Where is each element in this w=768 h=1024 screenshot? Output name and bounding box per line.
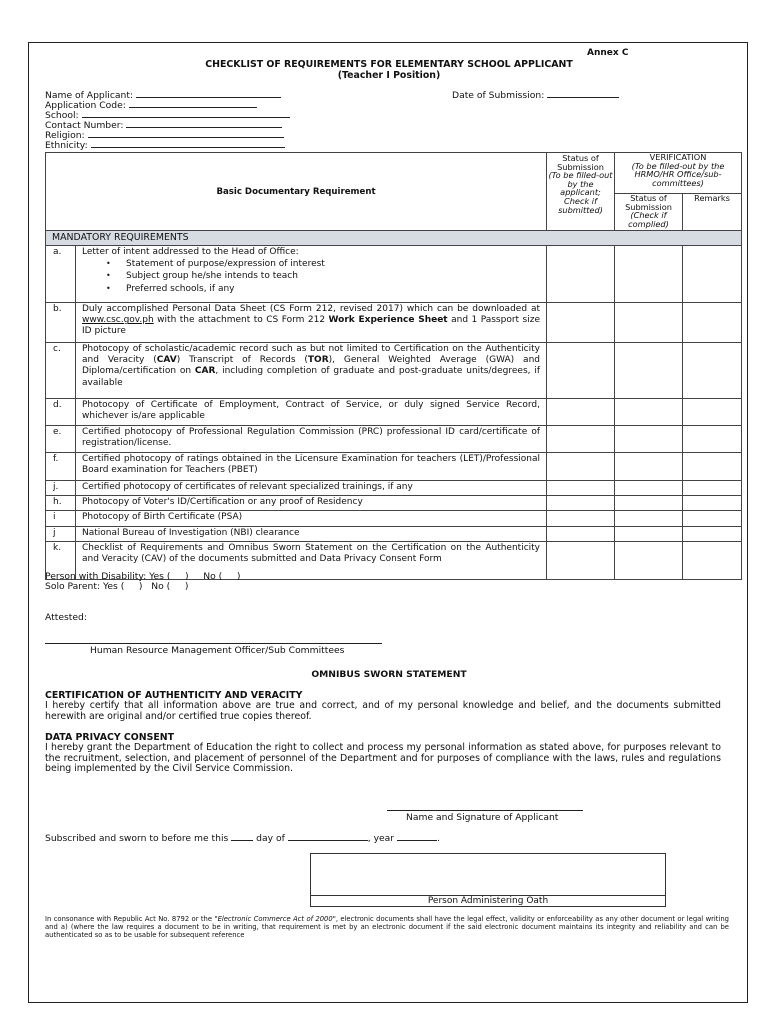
bullet-list [106, 258, 540, 295]
remarks-cell[interactable] [683, 541, 742, 579]
privacy-heading: DATA PRIVACY CONSENT [45, 732, 174, 743]
status-verify-cell[interactable] [615, 541, 683, 579]
status-verify-cell[interactable] [615, 481, 683, 496]
col-basic-header: Basic Documentary Requirement [46, 153, 547, 231]
religion-label: Religion: [45, 130, 85, 141]
status-verify-cell[interactable] [615, 303, 683, 343]
row-letter: d. [46, 399, 76, 426]
contact-blank[interactable] [126, 120, 282, 128]
footer-note [45, 915, 729, 939]
status-applicant-cell[interactable] [547, 526, 615, 541]
status-applicant-cell[interactable] [547, 426, 615, 453]
row-letter: k. [46, 541, 76, 579]
row-letter: j [46, 526, 76, 541]
sworn-text: , year [367, 833, 398, 844]
applicant-signature-line[interactable] [387, 810, 583, 811]
solo-parent-question[interactable]: Solo Parent: Yes ( ) No ( ) [45, 581, 189, 592]
row-description: Photocopy of Certificate of Employment, Contract of Service, or duly signed Service Record, whichever is/are applicable [76, 399, 547, 426]
table-header-row [46, 153, 742, 194]
status-verify-note: (Check if complied) [628, 210, 669, 229]
signature-label: Name and Signature of Applicant [406, 812, 559, 823]
oath-box[interactable] [310, 853, 666, 907]
sworn-text: day of [253, 833, 288, 844]
mandatory-requirements-heading: MANDATORY REQUIREMENTS [46, 231, 742, 246]
hrmo-signature-line[interactable] [45, 643, 382, 644]
footer-text: ", electronic documents shall have the legal effect, validity or enforceability as any other document or legal writing and a) (where the law requires a document to be in writing, that requirement is met by an electronic document if the said electronic document maintains its integrity and reliability and can be authenticated so as to be usable for subsequent reference [45, 915, 729, 939]
status-applicant-cell[interactable] [547, 453, 615, 481]
status-verify-cell[interactable] [615, 453, 683, 481]
row-description: Photocopy of Voter's ID/Certification or any proof of Residency [76, 496, 547, 511]
date-blank[interactable] [547, 90, 619, 98]
table-row [46, 526, 742, 541]
form-page [28, 42, 748, 1003]
sworn-statement: Subscribed and sworn to before me this day of , year . [45, 833, 440, 844]
date-field[interactable] [452, 90, 619, 101]
table-row [46, 481, 742, 496]
row-text: and 1 Passport size ID picture [82, 315, 540, 337]
status-applicant-cell[interactable] [547, 481, 615, 496]
remarks-cell[interactable] [683, 526, 742, 541]
contact-label: Contact Number: [45, 120, 124, 131]
date-label: Date of Submission: [452, 90, 545, 101]
table-row [46, 399, 742, 426]
row-text: ), General Weighted Average (GWA) and Diploma/certification on [82, 355, 540, 377]
row-text-bold: CAV [156, 355, 177, 366]
csc-link[interactable]: www.csc.gov.ph [82, 315, 154, 326]
remarks-cell[interactable] [683, 496, 742, 511]
row-text: ) Transcript of Records ( [176, 355, 308, 366]
row-text-bold: CAR [194, 366, 216, 377]
status-applicant-cell[interactable] [547, 541, 615, 579]
privacy-text: I hereby grant the Department of Education the right to collect and process my personal information as stated above, for purposes relevant to the recruitment, selection, and placement of personnel of the Department and for purposes of compliance with the laws, rules and regulations being implemented by the Civil Service Commission. [45, 742, 721, 775]
row-description: Certified photocopy of certificates of relevant specialized trainings, if any [76, 481, 547, 496]
row-letter: a. [46, 246, 76, 303]
sworn-text: Subscribed and sworn to before me this [45, 833, 232, 844]
status-verify-cell[interactable] [615, 343, 683, 399]
row-description [76, 303, 547, 343]
year-blank[interactable] [397, 833, 437, 841]
status-verify-cell[interactable] [615, 511, 683, 526]
row-description [76, 343, 547, 399]
name-blank[interactable] [136, 90, 281, 98]
day-blank[interactable] [231, 833, 253, 841]
col-remarks-header: Remarks [683, 194, 742, 231]
row-description: National Bureau of Investigation (NBI) clearance [76, 526, 547, 541]
status-applicant-note: (To be filled-out by the applicant; Check if submitted) [548, 170, 613, 215]
table-row [46, 303, 742, 343]
pwd-question[interactable]: Person with Disability: Yes ( ) No ( ) [45, 571, 241, 582]
annex-label: Annex C [587, 48, 629, 58]
name-label: Name of Applicant: [45, 90, 134, 101]
status-applicant-cell[interactable] [547, 399, 615, 426]
school-blank[interactable] [82, 110, 290, 118]
remarks-cell[interactable] [683, 453, 742, 481]
hrmo-label: Human Resource Management Officer/Sub Committees [90, 645, 345, 656]
section-row [46, 231, 742, 246]
row-letter: c. [46, 343, 76, 399]
row-text: Photocopy of scholastic/academic record such as but not limited to Certification on the Authenticity and Veracity ( [82, 344, 540, 366]
status-verify-cell[interactable] [615, 496, 683, 511]
attested-label: Attested: [45, 612, 87, 623]
form-title: CHECKLIST OF REQUIREMENTS FOR ELEMENTARY SCHOOL APPLICANT [205, 59, 573, 70]
oath-label: Person Administering Oath [311, 895, 665, 906]
row-letter: b. [46, 303, 76, 343]
omnibus-title: OMNIBUS SWORN STATEMENT [311, 669, 467, 680]
table-row [46, 426, 742, 453]
status-verify-cell[interactable] [615, 526, 683, 541]
row-text: Letter of intent addressed to the Head of Office: [82, 247, 299, 257]
ethnicity-field[interactable] [45, 140, 285, 151]
status-verify-cell[interactable] [615, 426, 683, 453]
cert-text: I hereby certify that all information above are true and correct, and of my personal knowledge and belief, and the documents submitted herewith are original and/or certified true copies thereof. [45, 700, 721, 722]
remarks-cell[interactable] [683, 426, 742, 453]
table-row [46, 343, 742, 399]
code-blank[interactable] [129, 100, 257, 108]
table-row [46, 496, 742, 511]
status-applicant-cell[interactable] [547, 303, 615, 343]
status-applicant-cell[interactable] [547, 343, 615, 399]
verification-note: (To be filled-out by the HRMO/HR Office/sub-committees) [631, 160, 725, 188]
status-applicant-cell[interactable] [547, 246, 615, 303]
list-item: • Subject group he/she intends to teach [106, 270, 540, 282]
status-applicant-cell[interactable] [547, 496, 615, 511]
footer-text: In consonance with Republic Act No. 8792 or the " [45, 915, 218, 923]
col-status-verify-header [615, 194, 683, 231]
ethnicity-label: Ethnicity: [45, 140, 88, 151]
row-letter: i [46, 511, 76, 526]
row-description: Certified photocopy of ratings obtained in the Licensure Examination for teachers (LET)/Professional Board examination for Teachers (PBET) [76, 453, 547, 481]
code-label: Application Code: [45, 100, 126, 111]
requirements-table [45, 152, 742, 580]
cert-heading: CERTIFICATION OF AUTHENTICITY AND VERACITY [45, 690, 303, 701]
religion-blank[interactable] [88, 130, 284, 138]
ethnicity-blank[interactable] [91, 140, 285, 148]
row-text: Duly accomplished Personal Data Sheet (CS Form 212, revised 2017) which can be downloaded at [82, 304, 540, 314]
form-subtitle: (Teacher I Position) [337, 70, 441, 81]
table-row [46, 453, 742, 481]
status-verify-cell[interactable] [615, 399, 683, 426]
remarks-cell[interactable] [683, 511, 742, 526]
table-row [46, 511, 742, 526]
table-row [46, 246, 742, 303]
row-description [76, 246, 547, 303]
row-text: with the attachment to CS Form 212 [153, 315, 329, 326]
row-letter: h. [46, 496, 76, 511]
list-item: • Statement of purpose/expression of interest [106, 258, 540, 270]
row-text-bold: TOR [307, 355, 329, 366]
row-letter: j. [46, 481, 76, 496]
row-text-bold: Work Experience Sheet [328, 315, 448, 326]
row-description: Photocopy of Birth Certificate (PSA) [76, 511, 547, 526]
school-label: School: [45, 110, 79, 121]
remarks-cell[interactable] [683, 246, 742, 303]
row-letter: e. [46, 426, 76, 453]
status-verify-title: Status of Submission [625, 193, 672, 212]
row-description: Checklist of Requirements and Omnibus Sworn Statement on the Certification on the Authenticity and Veracity (CAV) of the documents submitted and Data Privacy Consent Form [76, 541, 547, 579]
col-verification-header [615, 153, 742, 194]
remarks-cell[interactable] [683, 481, 742, 496]
footer-text-italic: Electronic Commerce Act of 2000 [217, 915, 333, 923]
remarks-cell[interactable] [683, 399, 742, 426]
month-blank[interactable] [288, 833, 368, 841]
status-verify-cell[interactable] [615, 246, 683, 303]
status-applicant-cell[interactable] [547, 511, 615, 526]
remarks-cell[interactable] [683, 343, 742, 399]
list-item: • Preferred schools, if any [106, 283, 540, 295]
row-text: , including completion of graduate and post-graduate units/degrees, if available [82, 366, 541, 388]
row-letter: f. [46, 453, 76, 481]
status-applicant-title: Status of Submission [557, 153, 604, 172]
row-description: Certified photocopy of Professional Regulation Commission (PRC) professional ID card/certificate of registration/license. [76, 426, 547, 453]
remarks-cell[interactable] [683, 303, 742, 343]
col-status-applicant-header [547, 153, 615, 231]
verification-title: VERIFICATION [649, 152, 707, 162]
